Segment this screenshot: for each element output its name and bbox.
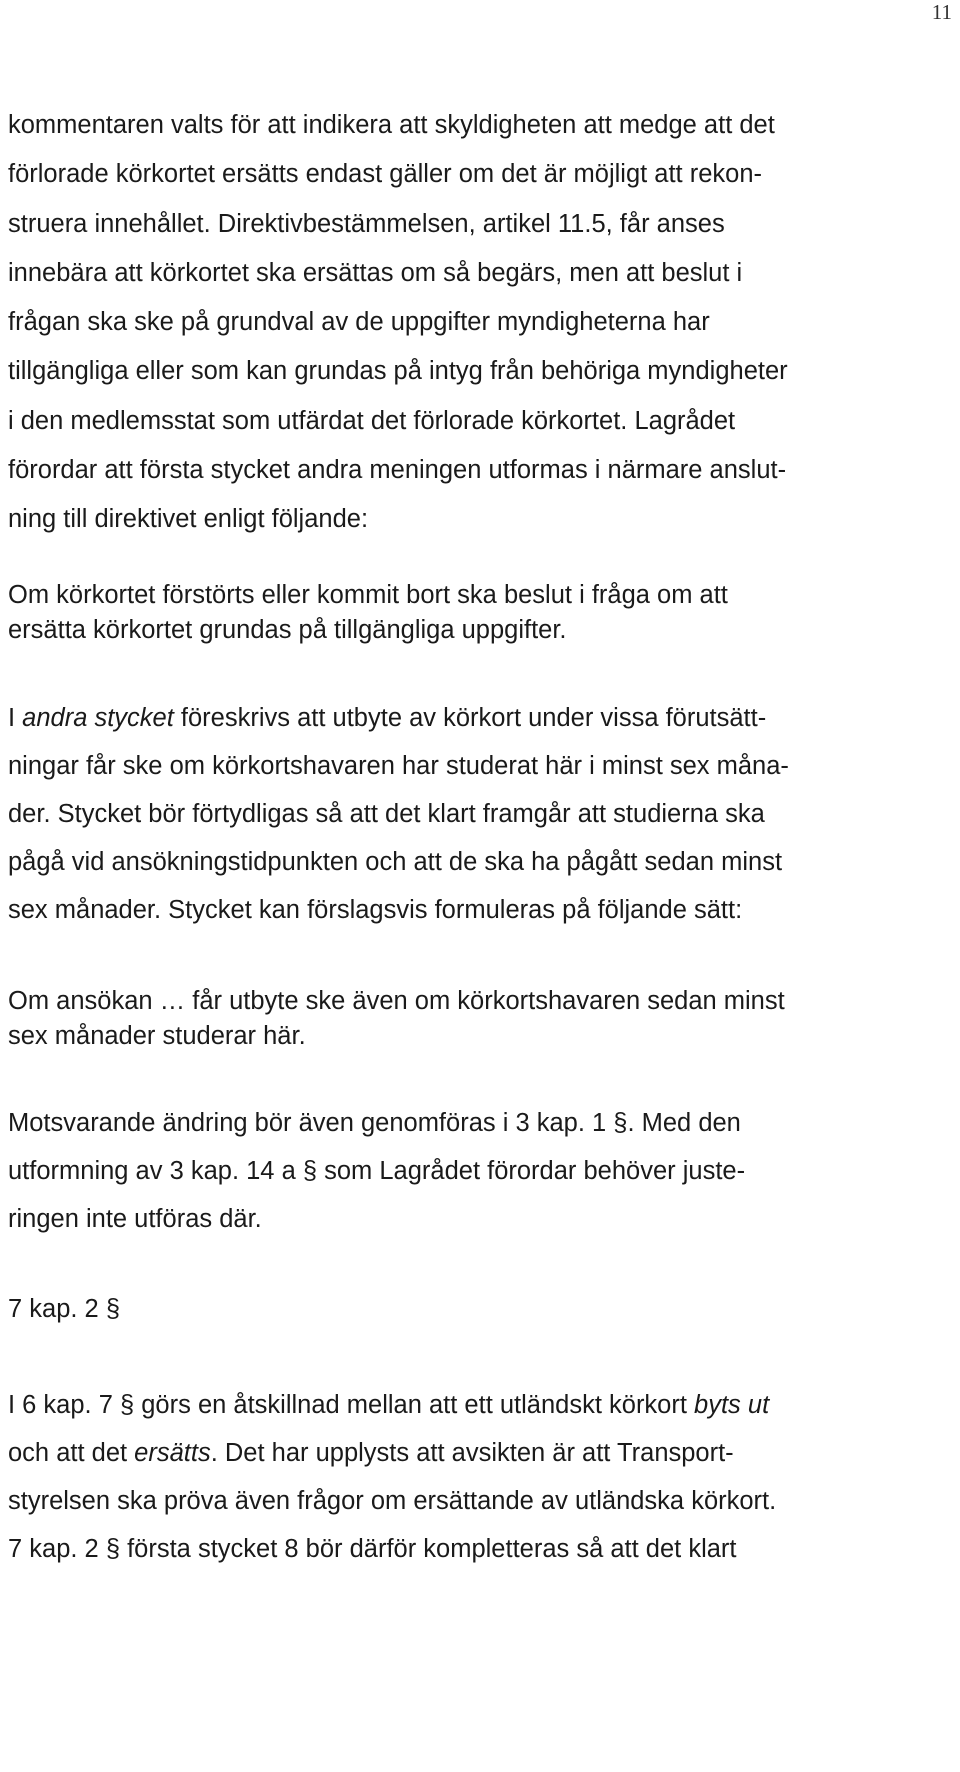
paragraph-commentary [8,101,948,545]
italic-term: byts ut [694,1391,770,1419]
text-line: sex månader. Stycket kan förslagsvis formuleras på följande sätt: [8,896,743,924]
text-fragment: föreskrivs att utbyte av körkort under vissa förutsätt- [173,704,767,732]
text-line [8,694,948,742]
text-line [8,1429,948,1477]
italic-term: ersätts [134,1439,211,1467]
text-line: Om körkortet förstörts eller kommit bort ska beslut i fråga om att [8,581,728,609]
text-line: förlorade körkortet ersätts endast gäller om det är möjligt att rekon- [8,160,763,189]
italic-term: andra stycket [22,704,174,732]
text-line: frågan ska ske på grundval av de uppgifter myndigheterna har [8,308,710,337]
text-line: innebära att körkortet ska ersättas om så begärs, men att beslut i [8,258,743,287]
text-line: ersätta körkortet grundas på tillgängliga uppgifter. [8,616,567,644]
section-heading: 7 kap. 2 § [8,1295,120,1323]
text-line: ning till direktivet enligt följande: [8,505,369,534]
text-line: Om ansökan … får utbyte ske även om körkortshavaren sedan minst [8,987,785,1015]
text-fragment: I 6 kap. 7 § görs en åtskillnad mellan att ett utländskt körkort [8,1391,695,1419]
text-line: utformning av 3 kap. 14 a § som Lagrådet förordar behöver juste- [8,1157,746,1185]
text-line: tillgängliga eller som kan grundas på intyg från behöriga myndigheter [8,357,788,386]
text-line: pågå vid ansökningstidpunkten och att de ska ha pågått sedan minst [8,848,783,876]
text-line: kommentaren valts för att indikera att skyldigheten att medge att det [8,111,775,139]
quoted-proposal-2 [8,984,948,1054]
page-number: 11 [931,0,952,24]
text-fragment: och att det [8,1439,135,1467]
text-line: i den medlemsstat som utfärdat det förlorade körkortet. Lagrådet [8,406,736,435]
text-line: förordar att första stycket andra meningen utformas i närmare anslut- [8,456,787,485]
paragraph-corresponding-change [8,1099,948,1243]
paragraph-second-section [8,694,948,934]
text-line: ringen inte utföras där. [8,1205,262,1233]
text-line: sex månader studerar här. [8,1022,306,1050]
text-line: 7 kap. 2 § första stycket 8 bör därför kompletteras så att det klart [8,1535,737,1563]
text-fragment: . Det har upplysts att avsikten är att Transport- [210,1439,734,1467]
text-line: Motsvarande ändring bör även genomföras i 3 kap. 1 §. Med den [8,1109,741,1137]
text-line: styrelsen ska pröva även frågor om ersättande av utländska körkort. [8,1487,777,1515]
text-line: struera innehållet. Direktivbestämmelsen, artikel 11.5, får anses [8,209,725,238]
text-line [8,1381,948,1429]
paragraph-chapter-7 [8,1381,948,1573]
quoted-proposal-1 [8,578,948,648]
text-fragment: I [8,704,23,732]
text-line: der. Stycket bör förtydligas så att det klart framgår att studierna ska [8,800,765,828]
text-line: ningar får ske om körkortshavaren har studerat här i minst sex måna- [8,752,789,780]
